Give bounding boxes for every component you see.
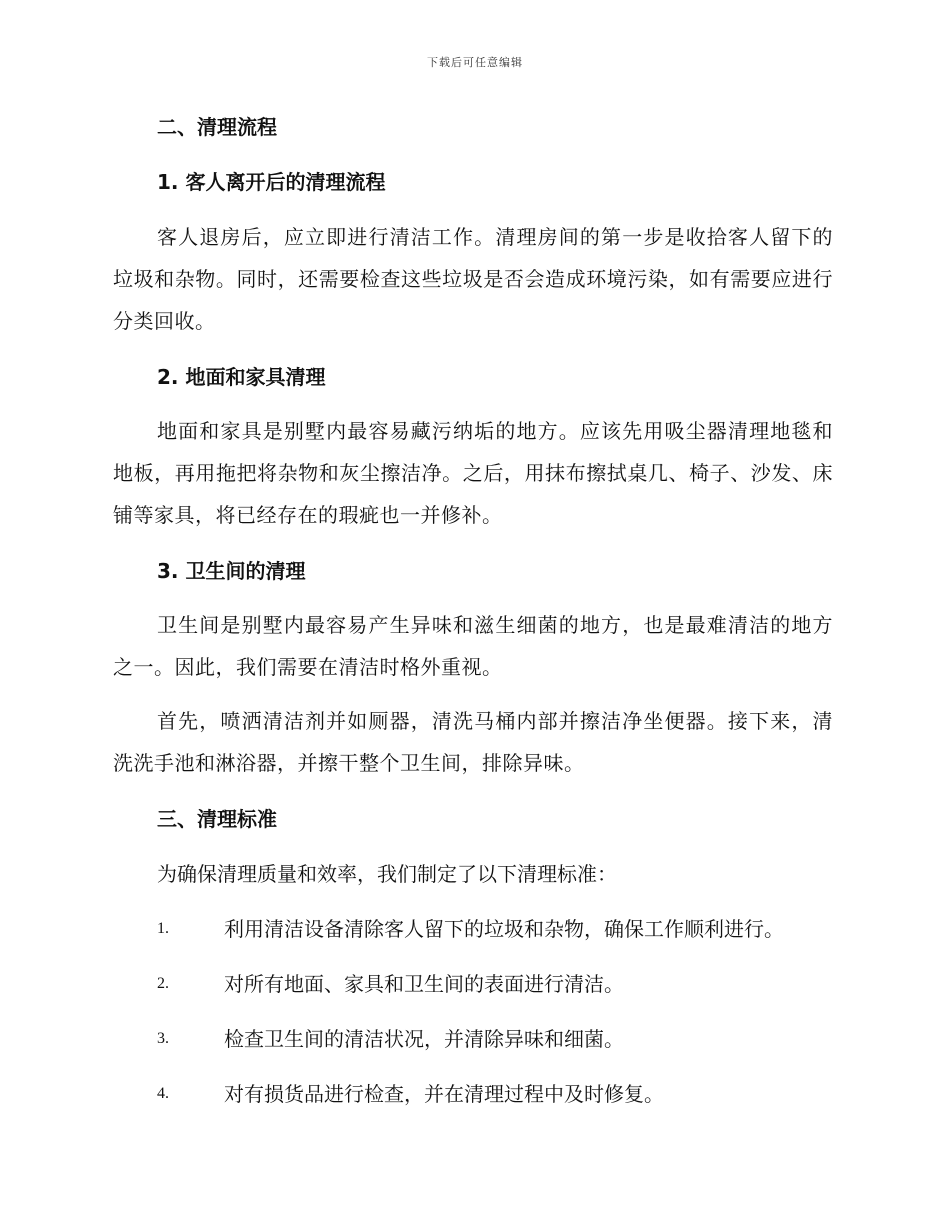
subheading-floor-furniture: 2. 地面和家具清理 [157,365,326,389]
subheading-bathroom: 3. 卫生间的清理 [157,559,306,583]
paragraph-bathroom-steps: 首先，喷洒清洁剂并如厕器，清洗马桶内部并擦洁净坐便器。接下来，清洗洗手池和淋浴器，并擦干整个卫生间，排除异味。 [113,709,833,775]
list-text: 利用清洁设备清除客人留下的垃圾和杂物，确保工作顺利进行。 [224,917,784,941]
section-heading-cleaning-standards: 三、清理标准 [157,807,277,831]
list-text: 检查卫生间的清洁状况，并清除异味和细菌。 [224,1027,624,1051]
list-number: 4. [157,1085,169,1102]
paragraph-bathroom-intro: 卫生间是别墅内最容易产生异味和滋生细菌的地方，也是最难清洁的地方之一。因此，我们需要在清洁时格外重视。 [113,613,833,679]
paragraph-standards-intro: 为确保清理质量和效率，我们制定了以下清理标准： [157,862,617,886]
list-number: 3. [157,1030,169,1047]
list-text: 对所有地面、家具和卫生间的表面进行清洁。 [224,972,624,996]
list-item [157,970,847,998]
list-number: 1. [157,920,169,937]
section-heading-cleaning-process: 二、清理流程 [157,115,277,139]
list-item [157,1080,847,1108]
paragraph-floor-furniture: 地面和家具是别墅内最容易藏污纳垢的地方。应该先用吸尘器清理地毯和地板，再用拖把将杂物和灰尘擦洁净。之后，用抹布擦拭桌几、椅子、沙发、床铺等家具，将已经存在的瑕疵也一并修补。 [113,419,833,527]
subheading-after-guest-leaves: 1. 客人离开后的清理流程 [157,170,386,194]
page-header: 下载后可任意编辑 [427,56,523,69]
paragraph-after-guest-leaves: 客人退房后，应立即进行清洁工作。清理房间的第一步是收拾客人留下的垃圾和杂物。同时，还需要检查这些垃圾是否会造成环境污染，如有需要应进行分类回收。 [113,225,833,333]
list-number: 2. [157,975,169,992]
list-item [157,1025,847,1053]
list-text: 对有损货品进行检查，并在清理过程中及时修复。 [224,1082,664,1106]
list-item [157,915,847,943]
